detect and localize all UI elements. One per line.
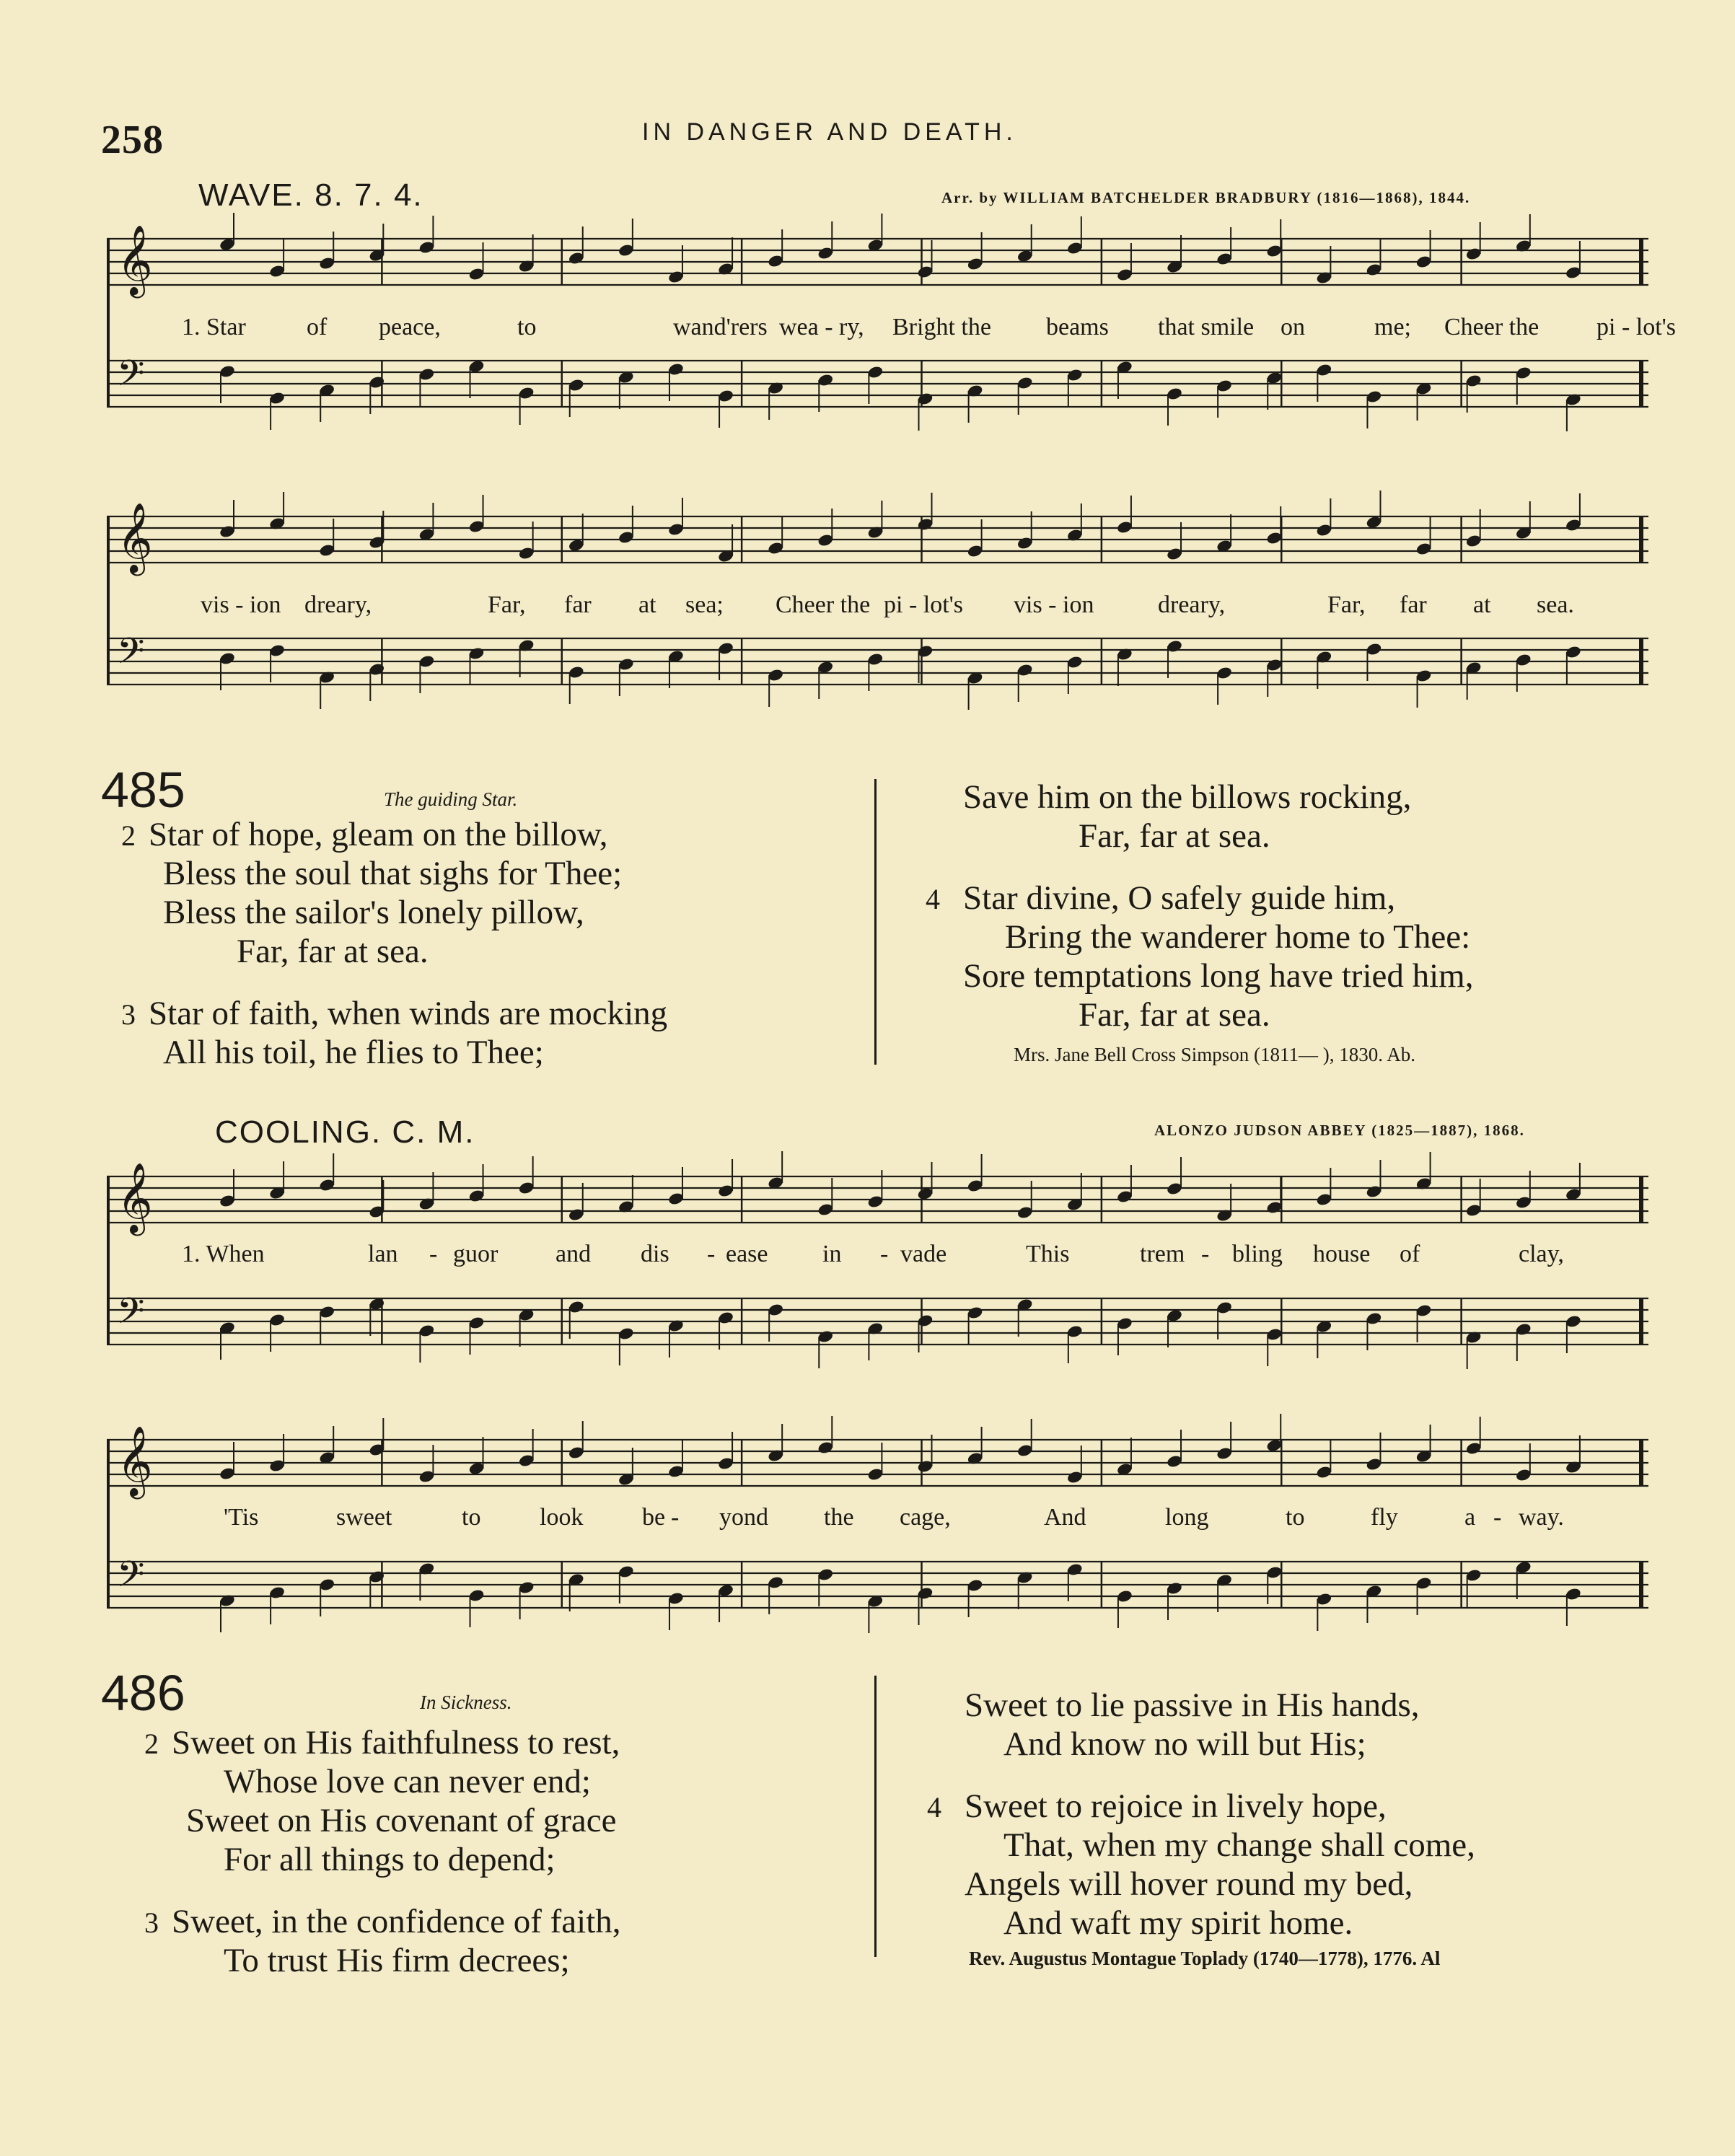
- lyric-syllable: way.: [1519, 1504, 1564, 1531]
- lyric-syllable: ease: [726, 1241, 768, 1267]
- hymn-number-486: 486: [101, 1665, 185, 1721]
- verse-line: 2 Star of hope, gleam on the billow,: [121, 816, 608, 853]
- lyric-syllable: house: [1313, 1241, 1371, 1267]
- verse-line: For all things to depend;: [224, 1841, 555, 1878]
- treble-clef-icon: 𝄞: [117, 1162, 153, 1233]
- lyric-syllable: of: [1400, 1241, 1420, 1267]
- music-system-cooling-2: [101, 1414, 1648, 1645]
- verse-line: To trust His firm decrees;: [224, 1942, 570, 1979]
- lyric-syllable: far: [1400, 591, 1427, 618]
- lyric-syllable: 1. Star: [182, 314, 246, 340]
- hymn-occasion-485: The guiding Star.: [384, 788, 518, 810]
- verse-line: And know no will but His;: [1003, 1725, 1366, 1763]
- verse-line: 3 Star of faith, when winds are mocking: [121, 995, 668, 1032]
- lyric-syllable: guor: [453, 1241, 498, 1267]
- lyric-syllable: Cheer the: [776, 591, 871, 618]
- verse-line: 2 Sweet on His faithfulness to rest,: [144, 1724, 620, 1761]
- verse-line: Bless the soul that sighs for Thee;: [163, 855, 623, 892]
- music-system-cooling-1: [101, 1150, 1648, 1381]
- lyric-syllable: at: [1473, 591, 1491, 618]
- lyric-syllable: sweet: [336, 1504, 392, 1531]
- verse-line: All his toil, he flies to Thee;: [163, 1034, 544, 1071]
- lyric-line-cooling-1: [101, 1241, 1648, 1272]
- page-number: 258: [101, 118, 164, 162]
- lyric-syllable: me;: [1374, 314, 1411, 340]
- tune-credit-wave: Arr. by WILLIAM BATCHELDER BRADBURY (1816—1868), 1844.: [941, 189, 1471, 206]
- lyric-syllable: And: [1044, 1504, 1086, 1531]
- lyric-syllable: sea.: [1537, 591, 1574, 618]
- bass-clef-icon: 𝄢: [117, 630, 145, 681]
- lyric-syllable: fly: [1371, 1504, 1398, 1531]
- lyric-syllable: This: [1026, 1241, 1070, 1267]
- lyric-syllable: long: [1165, 1504, 1209, 1531]
- lyric-syllable: Bright the: [892, 314, 991, 340]
- verse-line: Far, far at sea.: [237, 933, 429, 970]
- lyric-syllable: dreary,: [304, 591, 372, 618]
- lyric-syllable: vis - ion: [201, 591, 281, 618]
- lyric-line-wave-2: [101, 591, 1648, 623]
- column-divider: [874, 1676, 877, 1957]
- lyric-syllable: bling: [1232, 1241, 1283, 1267]
- hymn-attribution-485: Mrs. Jane Bell Cross Simpson (1811— ), 1830. Ab.: [1014, 1044, 1416, 1065]
- lyric-syllable: pi - lot's: [884, 591, 964, 618]
- lyric-syllable: that smile: [1158, 314, 1255, 340]
- lyric-syllable: wand'rers: [673, 314, 768, 340]
- lyric-syllable: 1. When: [182, 1241, 265, 1267]
- lyric-syllable: peace,: [379, 314, 441, 340]
- music-system-wave-2: [101, 490, 1648, 729]
- verse-line: Sweet on His covenant of grace: [186, 1802, 617, 1839]
- lyric-syllable: of: [307, 314, 328, 340]
- lyric-syllable: sea;: [685, 591, 724, 618]
- lyric-syllable: trem: [1140, 1241, 1185, 1267]
- lyric-syllable: be: [642, 1504, 666, 1531]
- lyric-syllable: in: [822, 1241, 842, 1267]
- treble-clef-icon: 𝄞: [117, 502, 153, 573]
- lyric-syllable: Far,: [1327, 591, 1366, 618]
- lyric-syllable: to: [517, 314, 537, 340]
- lyric-syllable: cage,: [900, 1504, 951, 1531]
- verse-line: Save him on the billows rocking,: [963, 778, 1412, 816]
- lyric-line-cooling-2: [101, 1504, 1648, 1536]
- verse-line: 3 Sweet, in the confidence of faith,: [144, 1903, 621, 1940]
- bass-clef-icon: 𝄢: [117, 1290, 145, 1341]
- lyric-syllable: a: [1464, 1504, 1476, 1531]
- running-head: IN DANGER AND DEATH.: [642, 118, 1017, 146]
- lyric-syllable: yond: [719, 1504, 768, 1531]
- verses-485-right: [926, 778, 1473, 1034]
- tune-credit-cooling: ALONZO JUDSON ABBEY (1825—1887), 1868.: [1154, 1122, 1525, 1139]
- lyric-syllable: dis: [641, 1241, 669, 1267]
- verse-line: Sweet to lie passive in His hands,: [965, 1686, 1420, 1724]
- lyric-syllable: on: [1281, 314, 1305, 340]
- lyric-syllable: Cheer the: [1444, 314, 1539, 340]
- verse-line: Far, far at sea.: [1079, 996, 1270, 1034]
- verse-line: Sore temptations long have tried him,: [963, 957, 1474, 995]
- lyric-syllable: beams: [1046, 314, 1109, 340]
- lyric-syllable: 'Tis: [224, 1504, 259, 1531]
- tune-title-cooling: COOLING. C. M.: [215, 1114, 475, 1150]
- lyric-line-wave-1: [101, 314, 1677, 346]
- verse-line: That, when my change shall come,: [1003, 1826, 1475, 1864]
- hymn-number-485: 485: [101, 762, 185, 818]
- lyric-syllable: wea - ry,: [779, 314, 864, 340]
- lyric-syllable: look: [540, 1504, 584, 1531]
- lyric-syllable: the: [824, 1504, 854, 1531]
- lyric-syllable: -: [429, 1241, 438, 1267]
- lyric-syllable: to: [462, 1504, 481, 1531]
- verse-line: Whose love can never end;: [224, 1763, 591, 1800]
- lyric-syllable: clay,: [1519, 1241, 1564, 1267]
- music-system-wave-1: [101, 213, 1677, 458]
- verse-line: Bring the wanderer home to Thee:: [1005, 918, 1471, 956]
- lyric-syllable: -: [671, 1504, 680, 1531]
- verse-line: 4 Star divine, O safely guide him,: [926, 879, 1396, 917]
- verse-line: 4 Sweet to rejoice in lively hope,: [927, 1787, 1387, 1825]
- lyric-syllable: vis - ion: [1014, 591, 1094, 618]
- verses-486-left: [144, 1723, 621, 1980]
- lyric-syllable: Far,: [488, 591, 526, 618]
- lyric-syllable: lan: [368, 1241, 398, 1267]
- lyric-syllable: and: [555, 1241, 592, 1267]
- lyric-syllable: -: [1201, 1241, 1210, 1267]
- hymn-attribution-486: Rev. Augustus Montague Toplady (1740—1778), 1776. Al: [969, 1948, 1441, 1969]
- hymn-occasion-486: In Sickness.: [420, 1691, 512, 1713]
- lyric-syllable: to: [1286, 1504, 1305, 1531]
- lyric-syllable: at: [638, 591, 656, 618]
- lyric-syllable: -: [1493, 1504, 1502, 1531]
- lyric-syllable: far: [564, 591, 592, 618]
- bass-clef-icon: 𝄢: [117, 1554, 145, 1604]
- verse-line: Far, far at sea.: [1079, 817, 1270, 855]
- treble-clef-icon: 𝄞: [117, 1425, 153, 1496]
- verse-line: And waft my spirit home.: [1003, 1904, 1353, 1942]
- lyric-syllable: dreary,: [1158, 591, 1226, 618]
- column-divider: [874, 779, 877, 1065]
- lyric-syllable: vade: [900, 1241, 947, 1267]
- verses-485-left: [121, 815, 667, 1072]
- verse-line: Bless the sailor's lonely pillow,: [163, 894, 584, 931]
- tune-title-wave: WAVE. 8. 7. 4.: [198, 177, 423, 213]
- verses-486-right: [927, 1686, 1475, 1942]
- lyric-syllable: pi - lot's: [1596, 314, 1677, 340]
- lyric-syllable: -: [880, 1241, 889, 1267]
- verse-line: Angels will hover round my bed,: [965, 1865, 1413, 1903]
- bass-clef-icon: 𝄢: [117, 353, 145, 403]
- lyric-syllable: -: [707, 1241, 716, 1267]
- treble-clef-icon: 𝄞: [117, 224, 153, 295]
